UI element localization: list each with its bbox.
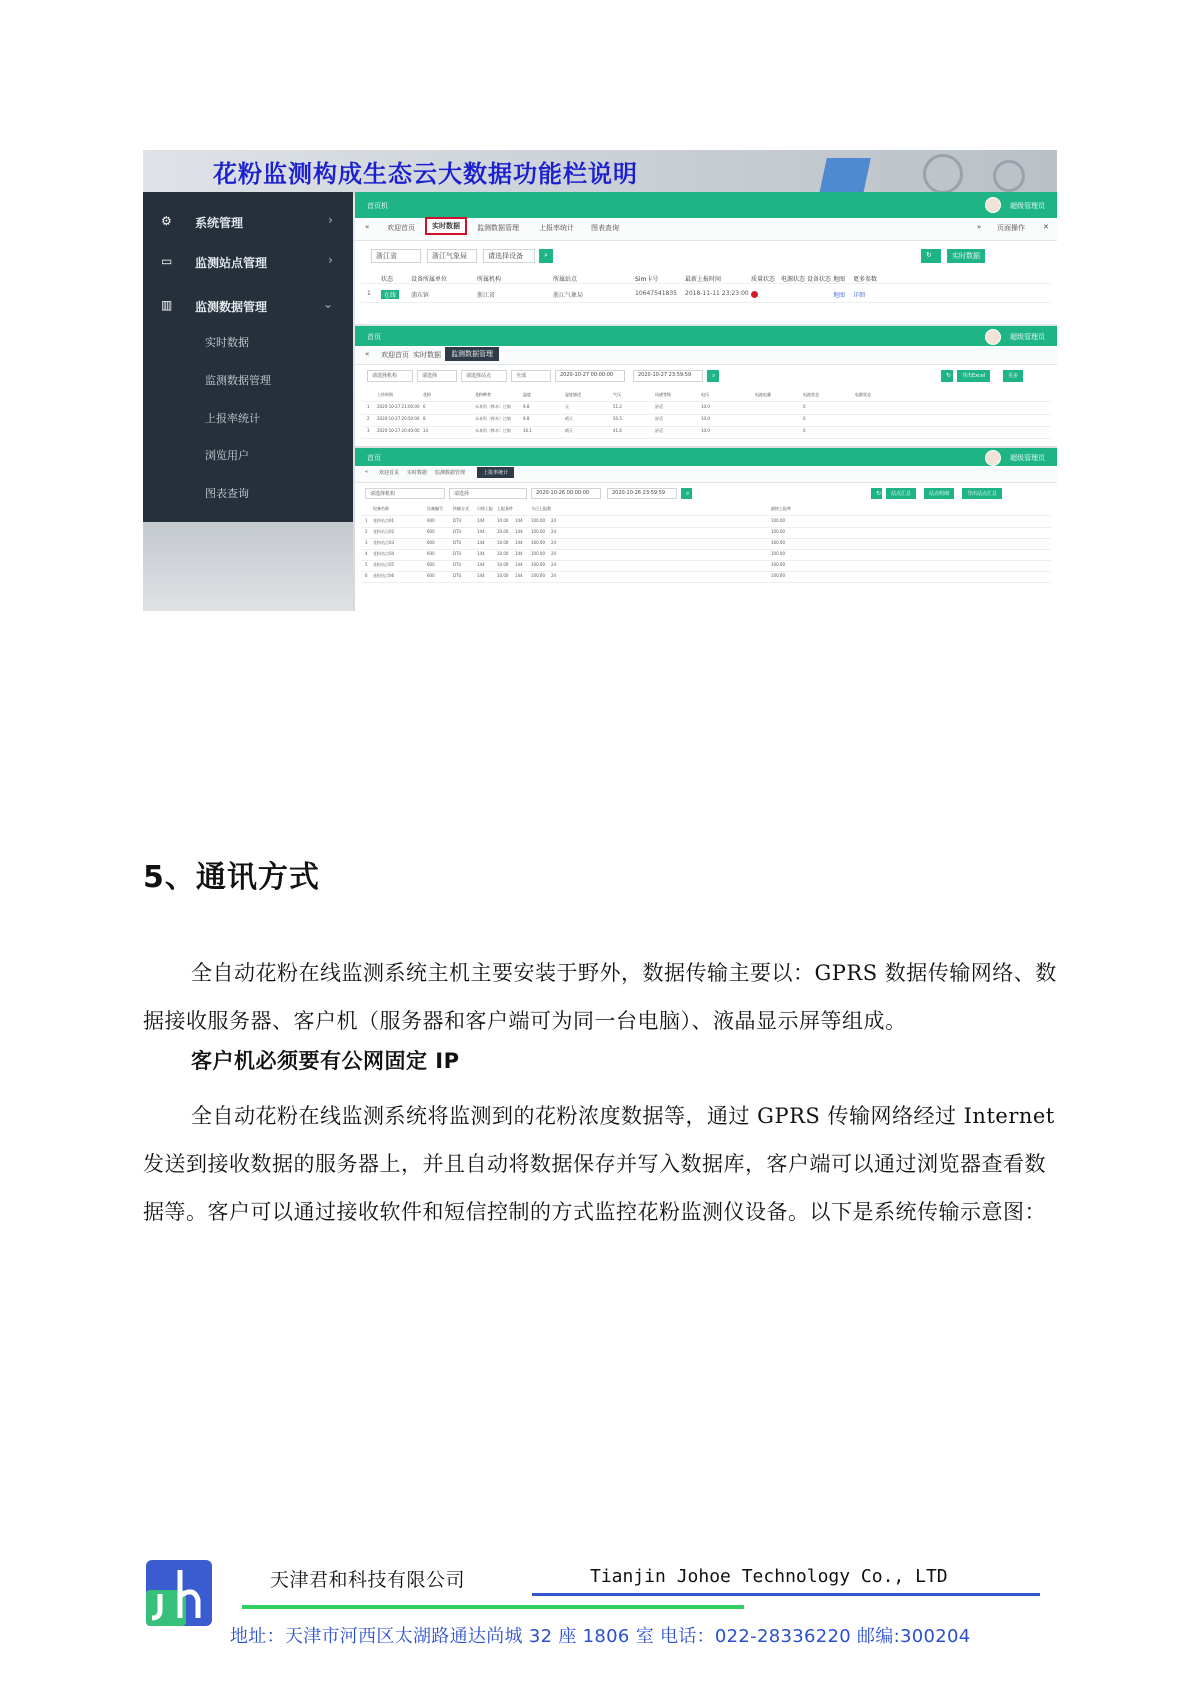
tab-realtime[interactable]: 实时数据 xyxy=(407,470,428,476)
table-cell: 8 xyxy=(423,416,426,421)
table-cell: 100.00 xyxy=(771,540,785,545)
column-header: 地图 xyxy=(833,276,846,283)
bar-chart-icon: ▥ xyxy=(161,298,173,312)
site-summary-button[interactable]: 站点汇总 xyxy=(886,488,916,499)
column-header: 设备状态 xyxy=(807,276,832,283)
table-cell: 花粉站点03 xyxy=(373,540,395,545)
table-cell: 24 xyxy=(551,540,557,545)
avatar[interactable] xyxy=(985,197,1001,213)
table-cell: 100.00 xyxy=(531,529,545,534)
figure-title: 花粉监测构成生态云大数据功能栏说明 xyxy=(213,160,638,188)
table-cell: 花粉站点05 xyxy=(373,562,395,567)
paragraph: 全自动花粉在线监测系统主机主要安装于野外，数据传输主要以：GPRS 数据传输网络、数据接收服务器、客户机（服务器和客户端可为同一台电脑）、液晶显示屏等组成。 xyxy=(143,961,1057,1033)
company-logo xyxy=(146,1560,212,1626)
table-cell: 10.0 xyxy=(701,428,710,433)
tab-report-rate[interactable]: 上报率统计 xyxy=(539,224,574,232)
refresh-button[interactable]: ↻ xyxy=(921,249,941,263)
tab-data-manage[interactable]: 监测数据管理 xyxy=(435,470,466,476)
table-cell: 9.8 xyxy=(523,404,530,409)
table-divider xyxy=(361,283,1051,284)
search-button[interactable]: ⌕ xyxy=(707,370,719,382)
table-cell: DTU xyxy=(453,518,462,523)
station-select[interactable]: 请选择 xyxy=(417,370,457,382)
table-cell: 4 xyxy=(365,551,368,556)
emphasis-line: 客户机必须要有公网固定 IP xyxy=(191,1049,460,1073)
table-cell: DTU xyxy=(453,573,462,578)
company-name-cn: 天津君和科技有限公司 xyxy=(270,1569,466,1591)
table-cell: 1 xyxy=(365,518,368,523)
monitor-data-panel xyxy=(355,326,1057,446)
table-cell: 100.00 xyxy=(531,540,545,545)
table-cell: 禾本科（桦木）过敏 xyxy=(475,404,511,409)
table-cell: 24 xyxy=(551,551,557,556)
table-cell: 3 xyxy=(365,540,368,545)
tab-data-manage[interactable]: 监测数据管理 xyxy=(477,224,519,232)
column-header: 最新上报时间 xyxy=(685,276,722,283)
table-cell: 1 xyxy=(367,404,370,409)
column-header: 电源状态 xyxy=(855,392,871,397)
sidebar-item-stations[interactable] xyxy=(143,244,353,280)
sidebar-subitem-report-rate[interactable]: 上报率统计 xyxy=(205,412,260,425)
tab-data-manage[interactable]: 监测数据管理 xyxy=(445,347,499,361)
table-row-divider xyxy=(361,438,1051,439)
table-cell: 600 xyxy=(427,573,435,578)
panel-header-title: 首页机 xyxy=(367,202,388,210)
close-icon[interactable]: ✕ xyxy=(1043,223,1049,231)
banner-cube-graphic xyxy=(819,158,871,194)
status-dot-icon xyxy=(751,291,758,298)
table-cell: 0 xyxy=(803,404,806,409)
tab-forward-icon[interactable]: » xyxy=(977,223,982,231)
start-time-input[interactable]: 2020-10-26 00:00:00 xyxy=(531,488,601,499)
sidebar-item-label: 系统管理 xyxy=(195,216,244,230)
site-detail-button[interactable]: 站点明细 xyxy=(924,488,954,499)
table-row-divider xyxy=(361,538,1051,539)
table-cell: 144 xyxy=(477,573,485,578)
column-header: 更多参数 xyxy=(853,276,878,283)
column-header: Sim卡号 xyxy=(635,276,659,283)
sidebar-subitem-realtime[interactable]: 实时数据 xyxy=(205,336,249,349)
tab-welcome[interactable]: 欢迎首页 xyxy=(387,224,415,232)
column-header: 质量状态 xyxy=(751,276,776,283)
column-header: 今日上报数 xyxy=(531,506,551,511)
table-cell: 14 xyxy=(423,428,429,433)
sidebar-subitem-charts[interactable]: 图表查询 xyxy=(205,487,249,500)
table-cell: 600 xyxy=(427,562,435,567)
banner-gear-graphic xyxy=(923,154,963,194)
company-name-en: Tianjin Johoe Technology Co., LTD xyxy=(590,1566,948,1587)
avatar[interactable] xyxy=(985,450,1001,466)
table-cell: 10.1 xyxy=(523,428,532,433)
site-select[interactable]: 请选择站点 xyxy=(461,370,507,382)
table-cell: 100.00 xyxy=(771,551,785,556)
table-cell: 2 xyxy=(365,529,368,534)
table-cell: 144 xyxy=(477,518,485,523)
table-row-divider xyxy=(361,560,1051,561)
table-cell: 禾本科（桦木）过敏 xyxy=(475,416,511,421)
user-name[interactable]: 超级管理员 xyxy=(1010,333,1045,341)
table-cell: 600 xyxy=(427,551,435,556)
start-time-input[interactable]: 2020-10-27 00:00:00 xyxy=(555,370,625,382)
export-excel-button[interactable]: 导出Excel xyxy=(957,370,990,382)
chevron-right-icon: › xyxy=(328,213,333,227)
column-header: 设备名称 xyxy=(373,506,389,511)
table-cell: 144 xyxy=(515,573,523,578)
table-cell: 2 xyxy=(367,416,370,421)
refresh-button[interactable]: ↻ xyxy=(941,370,953,382)
column-header: 气压 xyxy=(613,392,621,397)
column-header: 上报条件 xyxy=(497,506,513,511)
chevron-down-icon: ⌄ xyxy=(322,297,333,311)
table-cell: 2020-10-27 20:40:00 xyxy=(377,428,420,433)
sidebar-item-label: 监测站点管理 xyxy=(195,256,268,270)
table-cell: 浙江省 xyxy=(477,292,496,299)
table-cell: 600 xyxy=(427,518,435,523)
table-cell: 100.00 xyxy=(531,551,545,556)
table-cell: DTU xyxy=(453,529,462,534)
sidebar-subitem-data-manage[interactable]: 监测数据管理 xyxy=(205,374,271,387)
table-cell: 9.8 xyxy=(523,416,530,421)
table-cell: 100.00 xyxy=(531,573,545,578)
table-cell: 3 xyxy=(367,428,370,433)
sidebar-subitem-users[interactable]: 浏览用户 xyxy=(205,449,249,462)
column-header: 电池状态 xyxy=(803,392,819,397)
search-button[interactable]: ⌕ xyxy=(681,488,692,499)
table-cell: DTU xyxy=(453,540,462,545)
org-select[interactable]: 浙江气象局 xyxy=(427,249,477,263)
station-select[interactable]: 请选择 xyxy=(449,488,527,499)
column-header: 花粉种类 xyxy=(475,392,491,397)
table-cell: 在线 xyxy=(381,290,399,299)
panel-header xyxy=(355,326,1057,346)
table-cell: 10.00 xyxy=(497,518,509,523)
table-cell: 24 xyxy=(551,518,557,523)
banner-gear-graphic xyxy=(993,160,1025,192)
table-cell: 花粉站点02 xyxy=(373,529,395,534)
footer-address: 地址：天津市河西区太湖路通达尚城 32 座 1806 室 电话：022-28336220 邮编:300204 xyxy=(230,1626,971,1647)
table-row-divider xyxy=(361,426,1051,427)
table-cell: DTU xyxy=(453,551,462,556)
table-cell: 禾本科（桦木）过敏 xyxy=(475,428,511,433)
table-cell: 舒适 xyxy=(655,428,663,433)
table-cell: 10.00 xyxy=(497,540,509,545)
table-cell: 2020-10-27 21:00:00 xyxy=(377,404,420,409)
column-header: 电池电量 xyxy=(755,392,771,397)
column-header: 温度 xyxy=(523,392,531,397)
admin-screenshot-figure xyxy=(143,150,1057,611)
sidebar-footer-area xyxy=(143,522,353,611)
gears-icon: ⚙ xyxy=(161,214,172,228)
tab-back-icon[interactable]: « xyxy=(365,223,370,231)
table-cell: 144 xyxy=(477,562,485,567)
column-header: 花粉 xyxy=(423,392,431,397)
table-cell: 144 xyxy=(515,551,523,556)
table-cell: 144 xyxy=(477,551,485,556)
column-header: 电压 xyxy=(701,392,709,397)
tab-realtime[interactable]: 实时数据 xyxy=(413,351,441,359)
table-cell: 100.00 xyxy=(531,518,545,523)
page-actions-menu[interactable]: 页面操作 xyxy=(997,224,1025,232)
table-cell: 花粉站点04 xyxy=(373,551,395,556)
sidebar-item-label: 监测数据管理 xyxy=(195,300,268,314)
org-select[interactable]: 请选择机构 xyxy=(367,370,413,382)
table-cell: 144 xyxy=(515,562,523,567)
table-cell: 144 xyxy=(515,518,523,523)
table-cell: 10.00 xyxy=(497,562,509,567)
table-cell: 6 xyxy=(423,404,426,409)
avatar[interactable] xyxy=(985,329,1001,345)
table-row-divider xyxy=(361,414,1051,415)
table-cell: 600 xyxy=(427,529,435,534)
column-header: 设备所属单位 xyxy=(411,276,448,283)
sidebar-item-data[interactable] xyxy=(143,288,353,324)
refresh-button[interactable]: ↻ xyxy=(871,488,882,499)
table-cell: 600 xyxy=(427,540,435,545)
table-cell: 10.00 xyxy=(497,573,509,578)
table-cell: 100.00 xyxy=(771,518,785,523)
footer-divider-blue xyxy=(532,1593,1040,1596)
end-time-input[interactable]: 2020-10-27 23:59:59 xyxy=(633,370,703,382)
column-header: 电源状态 xyxy=(781,276,806,283)
user-name[interactable]: 超级管理员 xyxy=(1010,454,1045,462)
table-cell: 144 xyxy=(515,529,523,534)
monitor-icon: ▭ xyxy=(161,254,173,268)
panel-header-title: 首页 xyxy=(367,333,381,341)
user-name[interactable]: 超级管理员 xyxy=(1010,202,1045,210)
table-cell: 花粉站点01 xyxy=(373,518,395,523)
device-select[interactable]: 请选择设备 xyxy=(483,249,535,263)
table-cell: 24 xyxy=(551,529,557,534)
tab-welcome[interactable]: 欢迎首页 xyxy=(381,351,409,359)
table-cell: 10.00 xyxy=(497,551,509,556)
more-button[interactable]: 更多 xyxy=(1003,370,1023,382)
column-header: 状态 xyxy=(381,276,394,283)
table-cell: 100.00 xyxy=(771,562,785,567)
table-cell: 10.00 xyxy=(497,529,509,534)
column-header: 所属机构 xyxy=(477,276,502,283)
table-cell: 舒适 xyxy=(655,404,663,409)
table-cell: 0 xyxy=(803,416,806,421)
report-rate-panel xyxy=(355,448,1057,611)
tab-bar xyxy=(355,346,1057,365)
column-header: 上传时间 xyxy=(377,392,393,397)
type-select[interactable]: 全部 xyxy=(511,370,551,382)
panel-header-title: 首页 xyxy=(367,454,381,462)
tab-realtime[interactable]: 实时数据 xyxy=(427,219,465,233)
table-cell: 144 xyxy=(477,540,485,545)
sidebar xyxy=(143,192,353,522)
table-cell: 1 xyxy=(367,290,371,297)
province-select[interactable]: 浙江省 xyxy=(371,249,421,263)
section-heading: 5、通讯方式 xyxy=(143,860,320,895)
column-header: 传输方式 xyxy=(453,506,469,511)
table-row-divider xyxy=(361,571,1051,572)
tab-bar xyxy=(355,218,1057,241)
table-cell[interactable]: 地图 xyxy=(833,292,846,299)
column-header: 最终上报率 xyxy=(771,506,791,511)
table-row-divider xyxy=(361,527,1051,528)
footer-divider-green xyxy=(242,1605,744,1609)
end-time-input[interactable]: 2020-10-26 23:59:59 xyxy=(607,488,677,499)
table-cell[interactable]: 详细 xyxy=(853,292,866,299)
column-header: 日终上报 xyxy=(477,506,493,511)
table-cell: 100.00 xyxy=(531,562,545,567)
table-cell: 浙江气象局 xyxy=(553,292,584,299)
table-cell: 10647541835 xyxy=(635,290,677,297)
table-row-divider xyxy=(361,549,1051,550)
tab-back-icon[interactable]: « xyxy=(365,469,369,475)
table-cell: 2018-11-11 23:23:00 xyxy=(685,290,749,297)
panel-header xyxy=(355,192,1057,218)
sidebar-item-system[interactable] xyxy=(143,204,353,240)
table-cell: 144 xyxy=(515,540,523,545)
table-cell: 2020-10-27 20:50:00 xyxy=(377,416,420,421)
panel-header xyxy=(355,448,1057,466)
tab-charts[interactable]: 图表查询 xyxy=(591,224,619,232)
table-cell: 100.00 xyxy=(771,529,785,534)
table-cell: 10.0 xyxy=(701,416,710,421)
tab-bar xyxy=(355,466,1057,483)
table-cell: 6 xyxy=(365,573,368,578)
table-row-divider xyxy=(361,582,1051,583)
table-cell: 0 xyxy=(803,428,806,433)
chevron-right-icon: › xyxy=(328,253,333,267)
tab-welcome[interactable]: 欢迎首页 xyxy=(379,470,400,476)
column-header: 湿度描述 xyxy=(565,392,581,397)
table-row-divider xyxy=(361,302,1051,303)
table-cell: 144 xyxy=(477,529,485,534)
realtime-data-panel xyxy=(355,192,1057,324)
table-cell: 浦东镇 xyxy=(411,292,430,299)
export-summary-button[interactable]: 导出站点汇总 xyxy=(962,488,1002,499)
tab-back-icon[interactable]: « xyxy=(365,350,370,358)
table-cell: 晴天 xyxy=(565,428,573,433)
column-header: 风速等级 xyxy=(655,392,671,397)
org-select[interactable]: 请选择机构 xyxy=(365,488,445,499)
table-cell: 晴天 xyxy=(565,416,573,421)
paragraph: 全自动花粉在线监测系统将监测到的花粉浓度数据等，通过 GPRS 传输网络经过 Internet 发送到接收数据的服务器上，并且自动将数据保存并写入数据库，客户端可以通过浏览器查看数据等。客户可以通过接收软件和短信控制的方式监控花粉监测仪设备。以下是系统传输示意图： xyxy=(143,1104,1055,1224)
column-header: 设备编号 xyxy=(427,506,443,511)
table-cell: 24 xyxy=(551,573,557,578)
table-cell: 10.0 xyxy=(701,404,710,409)
table-cell: 5 xyxy=(365,562,368,567)
tab-report-rate[interactable]: 上报率统计 xyxy=(477,467,514,478)
table-divider xyxy=(361,515,1051,516)
table-cell: 舒适 xyxy=(655,416,663,421)
table-cell: 50.5 xyxy=(613,416,622,421)
search-button[interactable]: ⌕ xyxy=(539,249,553,263)
table-cell: 100.00 xyxy=(771,573,785,578)
realtime-button[interactable]: 实时数据 xyxy=(947,249,985,263)
table-cell: 24 xyxy=(551,562,557,567)
column-header: 所属站点 xyxy=(553,276,578,283)
table-cell: 41.6 xyxy=(613,428,622,433)
table-cell: 无 xyxy=(565,404,569,409)
table-cell: 51.2 xyxy=(613,404,622,409)
table-divider xyxy=(361,401,1051,402)
table-cell: DTU xyxy=(453,562,462,567)
table-cell: 花粉站点06 xyxy=(373,573,395,578)
